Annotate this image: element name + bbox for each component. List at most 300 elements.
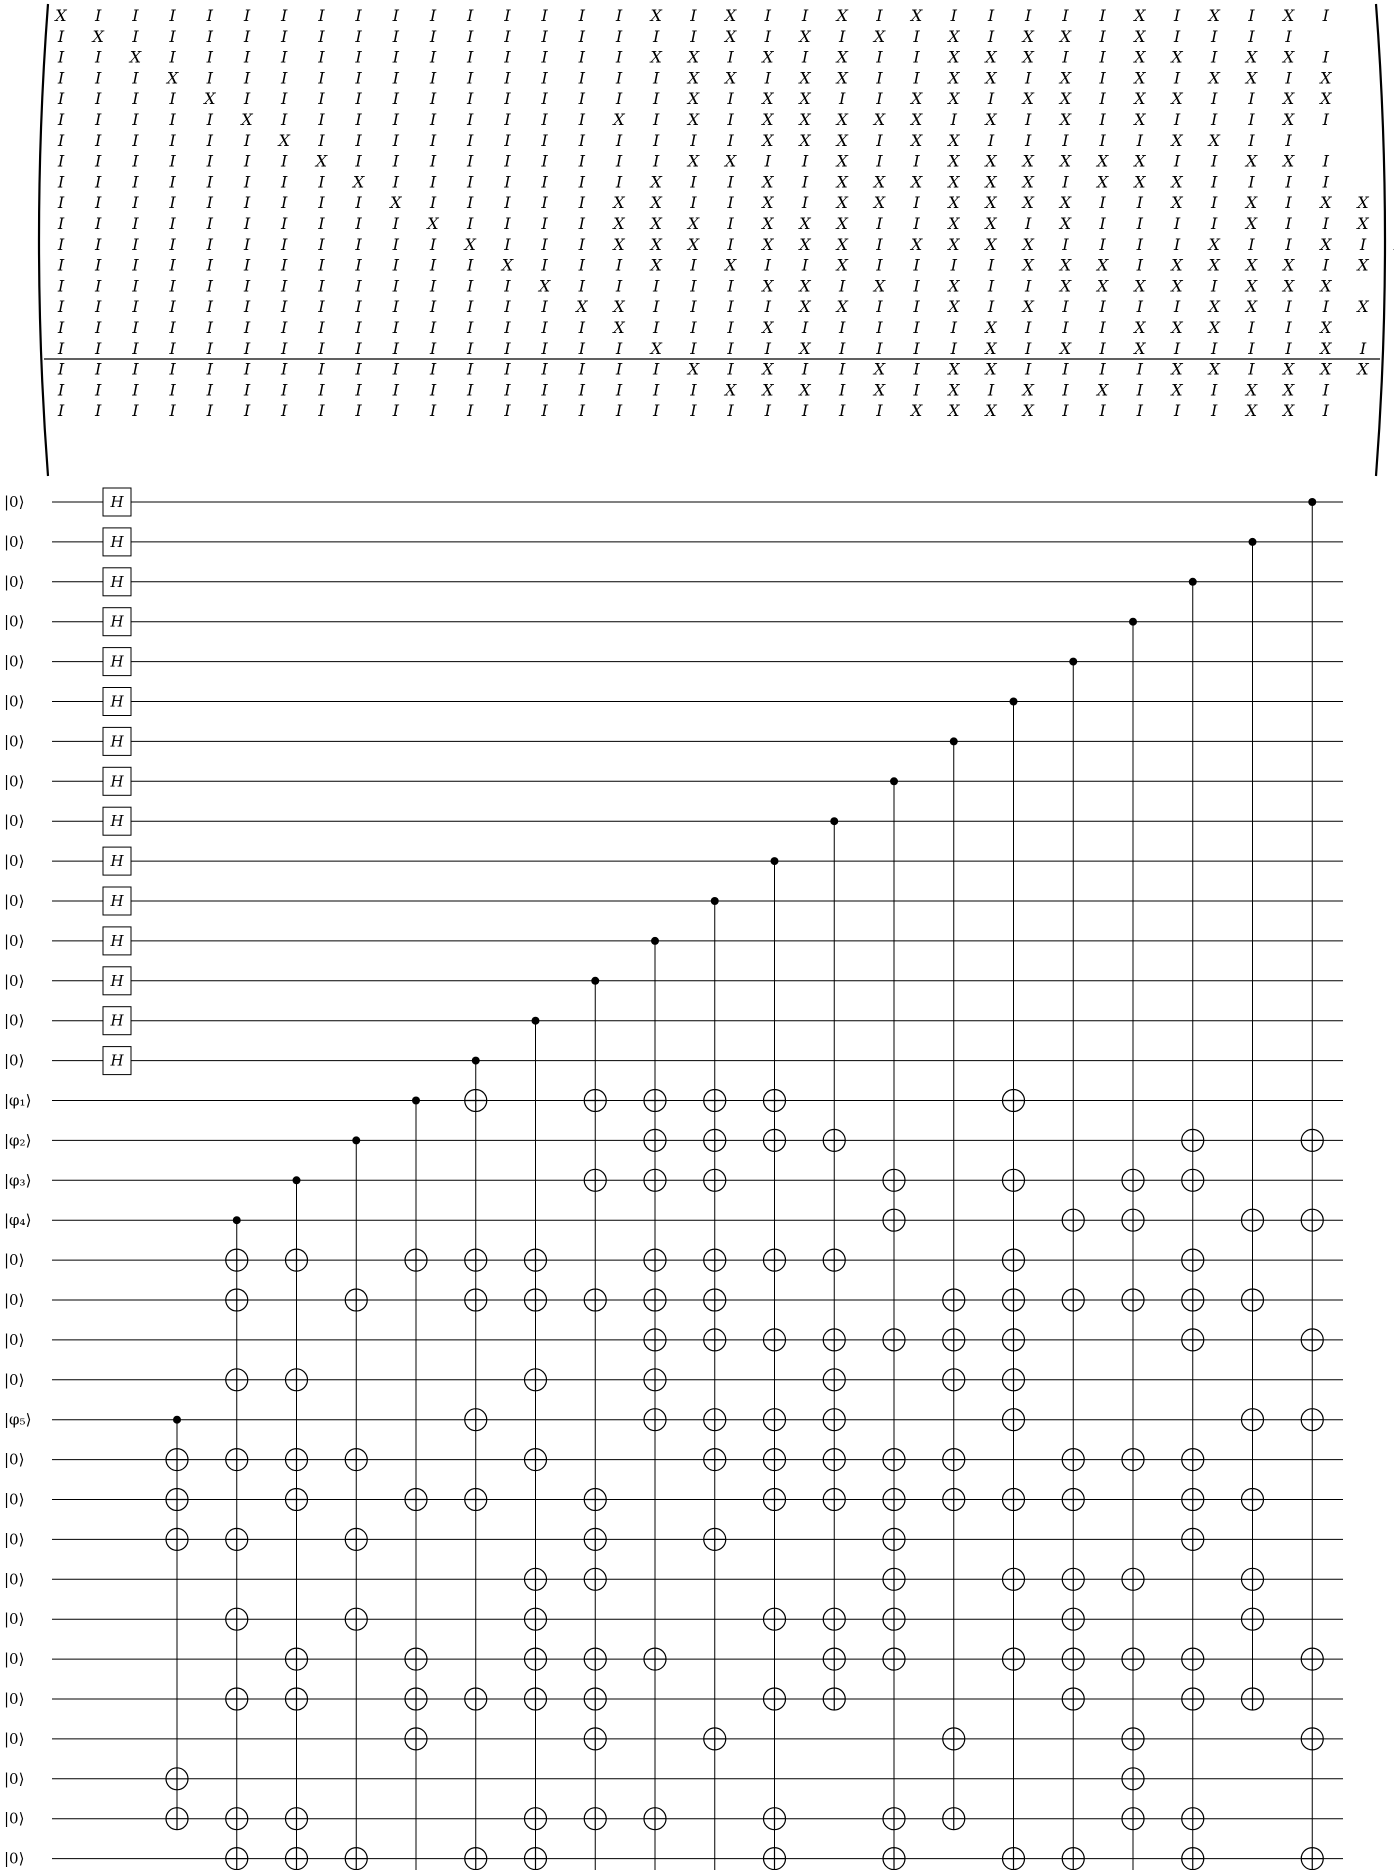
target-oplus bbox=[584, 1489, 606, 1511]
matrix-entry: I bbox=[1025, 318, 1032, 337]
qubit-label: |0⟩ bbox=[4, 772, 25, 791]
matrix-entry: I bbox=[615, 26, 623, 46]
matrix-entry: I bbox=[950, 110, 957, 129]
cnot-gate bbox=[525, 1017, 547, 1870]
matrix-entry: X bbox=[836, 172, 848, 192]
matrix-entry: I bbox=[1136, 193, 1143, 213]
matrix-entry: X bbox=[464, 234, 476, 254]
target-oplus bbox=[1122, 1768, 1144, 1790]
matrix-entry: X bbox=[1320, 89, 1332, 109]
matrix-entry: X bbox=[762, 47, 774, 67]
matrix-entry: I bbox=[653, 151, 660, 171]
matrix-entry: I bbox=[1322, 6, 1329, 25]
matrix-entry: I bbox=[467, 151, 474, 171]
matrix-entry: X bbox=[650, 338, 662, 358]
matrix-entry: I bbox=[243, 151, 251, 171]
target-oplus bbox=[1003, 1329, 1025, 1351]
qubit-label: |0⟩ bbox=[4, 532, 25, 551]
matrix-entry: I bbox=[243, 193, 251, 213]
matrix-entry: I bbox=[690, 297, 697, 317]
matrix-entry: X bbox=[762, 110, 774, 129]
target-oplus bbox=[465, 1688, 487, 1710]
matrix-entry: X bbox=[910, 89, 923, 109]
qubit-label: |0⟩ bbox=[4, 1370, 25, 1389]
matrix-entry: X bbox=[873, 193, 886, 213]
cnot-gate bbox=[704, 897, 726, 1870]
matrix-entry: I bbox=[467, 47, 474, 67]
matrix-entry: X bbox=[1245, 255, 1258, 275]
matrix-entry: I bbox=[206, 47, 213, 67]
matrix-entry: X bbox=[1245, 297, 1258, 317]
matrix-entry: X bbox=[1134, 276, 1146, 296]
matrix-entry: I bbox=[429, 380, 437, 400]
matrix-entry: I bbox=[132, 214, 139, 233]
target-oplus bbox=[1122, 1449, 1144, 1471]
qubit-label: |0⟩ bbox=[4, 1450, 25, 1469]
matrix-entry: I bbox=[392, 47, 399, 67]
matrix-entry: I bbox=[318, 297, 325, 317]
matrix-entry: X bbox=[576, 297, 588, 317]
matrix-entry: X bbox=[799, 89, 811, 109]
matrix-entry: I bbox=[1359, 338, 1367, 358]
matrix-entry: I bbox=[1136, 255, 1143, 275]
matrix-entry: X bbox=[1059, 255, 1072, 275]
control-dot bbox=[233, 1216, 241, 1224]
matrix-entry: I bbox=[1025, 214, 1032, 233]
matrix-entry: I bbox=[429, 401, 437, 421]
matrix-entry: X bbox=[1245, 276, 1258, 296]
matrix-entry: I bbox=[355, 6, 362, 25]
target-oplus bbox=[644, 1169, 666, 1191]
matrix-entry: I bbox=[1173, 401, 1181, 421]
target-oplus bbox=[286, 1848, 308, 1870]
matrix-entry: I bbox=[95, 89, 102, 109]
matrix-entry: I bbox=[1099, 297, 1106, 317]
matrix-entry: X bbox=[1096, 276, 1109, 296]
matrix-entry: I bbox=[541, 89, 548, 109]
matrix-entry: I bbox=[876, 401, 883, 421]
control-dot bbox=[591, 977, 599, 985]
target-oplus bbox=[764, 1489, 786, 1511]
matrix-entry: I bbox=[243, 318, 251, 337]
matrix-entry: I bbox=[132, 110, 139, 129]
matrix-entry: X bbox=[613, 214, 625, 233]
target-oplus bbox=[584, 1528, 606, 1550]
matrix-entry: I bbox=[1136, 401, 1143, 421]
target-oplus bbox=[1062, 1289, 1084, 1311]
matrix-entry: I bbox=[467, 172, 474, 192]
matrix-entry: I bbox=[392, 130, 399, 150]
matrix-entry: X bbox=[1134, 110, 1146, 129]
qubit-label: |φ₅⟩ bbox=[4, 1410, 32, 1429]
matrix-entry: I bbox=[132, 172, 139, 192]
target-oplus bbox=[704, 1090, 726, 1112]
control-dot bbox=[1189, 578, 1197, 586]
matrix-entry: I bbox=[467, 6, 474, 25]
matrix-entry: I bbox=[876, 234, 883, 254]
target-oplus bbox=[1122, 1728, 1144, 1750]
target-oplus bbox=[405, 1648, 427, 1670]
matrix-entry: X bbox=[724, 151, 737, 171]
matrix-entry: X bbox=[613, 297, 625, 317]
target-oplus bbox=[1062, 1568, 1084, 1590]
matrix-entry: I bbox=[132, 68, 139, 88]
matrix-entry: X bbox=[985, 214, 997, 233]
matrix-entry: I bbox=[578, 26, 585, 46]
matrix-entry: I bbox=[1136, 359, 1143, 379]
target-oplus bbox=[943, 1449, 965, 1471]
matrix-entry: I bbox=[57, 172, 65, 192]
matrix-entry: I bbox=[1322, 214, 1329, 233]
matrix-entry: I bbox=[578, 68, 585, 88]
matrix-entry: I bbox=[467, 26, 474, 46]
matrix-entry: I bbox=[281, 255, 288, 275]
matrix-entry: I bbox=[392, 89, 399, 109]
target-oplus bbox=[1122, 1648, 1144, 1670]
matrix-entry: I bbox=[504, 214, 511, 233]
matrix-entry: I bbox=[1099, 214, 1106, 233]
matrix-entry: I bbox=[727, 172, 734, 192]
hadamard-label: H bbox=[110, 572, 124, 591]
matrix-entry: I bbox=[578, 401, 585, 421]
hadamard-gate bbox=[103, 887, 131, 915]
matrix-entry: I bbox=[355, 401, 362, 421]
matrix-entry: X bbox=[762, 276, 774, 296]
target-oplus bbox=[883, 1608, 905, 1630]
matrix-entry: I bbox=[578, 255, 585, 275]
matrix-entry: I bbox=[57, 68, 65, 88]
target-oplus bbox=[525, 1449, 547, 1471]
target-oplus bbox=[1122, 1289, 1144, 1311]
matrix-entry: X bbox=[1208, 297, 1220, 317]
matrix-entry: I bbox=[727, 193, 734, 213]
matrix-entry: X bbox=[1245, 380, 1258, 400]
target-oplus bbox=[704, 1449, 726, 1471]
matrix-entry: I bbox=[132, 338, 139, 358]
matrix-entry: X bbox=[613, 318, 625, 337]
hadamard-label: H bbox=[110, 892, 124, 910]
matrix-entry: I bbox=[578, 172, 585, 192]
matrix-entry: X bbox=[1245, 151, 1258, 171]
qubit-label: |0⟩ bbox=[4, 1011, 25, 1030]
target-oplus bbox=[883, 1848, 905, 1870]
matrix-entry: I bbox=[653, 359, 660, 379]
matrix-entry: X bbox=[985, 151, 997, 171]
matrix-entry: I bbox=[355, 193, 362, 213]
target-oplus bbox=[1122, 1169, 1144, 1191]
matrix-entry: I bbox=[727, 234, 734, 254]
matrix-entry: I bbox=[392, 26, 399, 46]
matrix-entry: I bbox=[132, 276, 139, 296]
matrix-entry: I bbox=[206, 110, 213, 129]
qubit-label: |0⟩ bbox=[4, 612, 25, 631]
matrix-entry: I bbox=[206, 255, 213, 275]
matrix-entry: X bbox=[1171, 276, 1183, 296]
matrix-entry: I bbox=[653, 89, 660, 109]
hadamard-gate bbox=[103, 807, 131, 835]
matrix-entry: I bbox=[913, 297, 920, 317]
matrix-entry: I bbox=[169, 401, 176, 421]
matrix-entry: X bbox=[1208, 234, 1220, 254]
matrix-entry: I bbox=[1099, 26, 1106, 46]
matrix-entry: I bbox=[318, 380, 325, 400]
matrix-entry: I bbox=[839, 26, 846, 46]
matrix-entry: X bbox=[1320, 359, 1332, 379]
matrix-entry: I bbox=[243, 68, 251, 88]
matrix-entry: I bbox=[429, 338, 437, 358]
matrix-entry: X bbox=[1282, 6, 1295, 25]
matrix-entry: I bbox=[1211, 110, 1218, 129]
cnot-gate bbox=[584, 977, 606, 1870]
matrix-entry: I bbox=[1136, 214, 1143, 233]
cnot-gate bbox=[1301, 498, 1323, 1870]
matrix-entry: X bbox=[873, 380, 886, 400]
target-oplus bbox=[823, 1648, 845, 1670]
matrix-entry: I bbox=[95, 110, 102, 129]
target-oplus bbox=[823, 1449, 845, 1471]
matrix-entry: X bbox=[948, 401, 960, 421]
matrix-entry: I bbox=[615, 338, 623, 358]
cnot-gate bbox=[226, 1216, 248, 1869]
matrix-entry: I bbox=[987, 255, 995, 275]
matrix-entry: I bbox=[1211, 380, 1218, 400]
matrix-entry: X bbox=[538, 276, 551, 296]
matrix-entry: X bbox=[873, 172, 886, 192]
matrix-entry: I bbox=[1285, 297, 1292, 317]
matrix-entry: I bbox=[541, 130, 548, 150]
qubit-label: |0⟩ bbox=[4, 1051, 25, 1070]
matrix-entry: I bbox=[206, 68, 213, 88]
matrix-entry: I bbox=[615, 359, 623, 379]
matrix-entry: I bbox=[132, 380, 139, 400]
matrix-entry: X bbox=[687, 110, 700, 129]
matrix-entry: I bbox=[318, 6, 325, 25]
matrix-entry: I bbox=[1099, 89, 1106, 109]
hadamard-gate bbox=[103, 488, 131, 516]
matrix-entry: I bbox=[95, 380, 102, 400]
control-dot bbox=[1249, 538, 1257, 546]
target-oplus bbox=[1182, 1169, 1204, 1191]
target-oplus bbox=[1301, 1329, 1323, 1351]
matrix-entry: I bbox=[727, 276, 734, 296]
matrix-entry: I bbox=[727, 47, 734, 67]
target-oplus bbox=[883, 1568, 905, 1590]
matrix-entry: I bbox=[467, 89, 474, 109]
matrix-entry: I bbox=[355, 151, 362, 171]
matrix-entry: X bbox=[1245, 193, 1258, 213]
matrix-entry: I bbox=[392, 234, 399, 254]
matrix-entry: X bbox=[1171, 380, 1183, 400]
matrix-entry: I bbox=[839, 359, 846, 379]
cnot-gate bbox=[1003, 698, 1025, 1870]
matrix-entry: I bbox=[206, 318, 213, 337]
target-oplus bbox=[704, 1409, 726, 1431]
hadamard-gate bbox=[103, 847, 131, 875]
matrix-entry: X bbox=[687, 151, 700, 171]
target-oplus bbox=[1301, 1728, 1323, 1750]
target-oplus bbox=[1242, 1489, 1264, 1511]
hadamard-label: H bbox=[110, 812, 124, 831]
matrix-entry: X bbox=[985, 318, 997, 337]
matrix-entry: I bbox=[243, 276, 251, 296]
hadamard-label: H bbox=[110, 772, 124, 791]
matrix-entry: I bbox=[169, 214, 176, 233]
qubit-label: |0⟩ bbox=[4, 1809, 25, 1828]
matrix-entry: I bbox=[504, 193, 511, 213]
matrix-entry: I bbox=[467, 401, 474, 421]
matrix-entry: I bbox=[690, 276, 697, 296]
cnot-gate bbox=[823, 817, 845, 1710]
matrix-entry: I bbox=[839, 318, 846, 337]
matrix-entry: I bbox=[1173, 214, 1181, 233]
matrix-entry: I bbox=[1248, 89, 1255, 109]
target-oplus bbox=[1182, 1808, 1204, 1830]
matrix-entry: I bbox=[615, 68, 623, 88]
matrix-entry: X bbox=[1059, 276, 1072, 296]
matrix-entry: I bbox=[987, 276, 995, 296]
matrix-entry: I bbox=[504, 89, 511, 109]
matrix-entry: I bbox=[1062, 47, 1069, 67]
matrix-entry: I bbox=[57, 130, 65, 150]
hadamard-gate bbox=[103, 1047, 131, 1075]
hadamard-label: H bbox=[110, 532, 124, 551]
matrix-entry: I bbox=[392, 214, 399, 233]
target-oplus bbox=[345, 1528, 367, 1550]
matrix-entry: X bbox=[1134, 68, 1146, 88]
target-oplus bbox=[1122, 1209, 1144, 1231]
matrix-entry: I bbox=[429, 276, 437, 296]
target-oplus bbox=[584, 1568, 606, 1590]
matrix-entry: I bbox=[615, 89, 623, 109]
matrix-entry: I bbox=[1062, 130, 1069, 150]
target-oplus bbox=[1301, 1209, 1323, 1231]
matrix-entry: X bbox=[985, 68, 997, 88]
cnot-gate bbox=[1122, 618, 1144, 1870]
matrix-entry: I bbox=[913, 151, 920, 171]
matrix-entry: X bbox=[910, 401, 923, 421]
matrix-entry: I bbox=[467, 255, 474, 275]
matrix-entry: I bbox=[1062, 234, 1069, 254]
matrix-entry: I bbox=[206, 151, 213, 171]
matrix-entry: I bbox=[169, 110, 176, 129]
target-oplus bbox=[883, 1449, 905, 1471]
target-oplus bbox=[1062, 1608, 1084, 1630]
matrix-entry: I bbox=[504, 130, 511, 150]
matrix-entry: X bbox=[724, 6, 737, 25]
matrix-entry: X bbox=[985, 234, 997, 254]
matrix-entry: I bbox=[541, 297, 548, 317]
cnot-gate bbox=[465, 1057, 487, 1870]
matrix-entry: I bbox=[206, 234, 213, 254]
matrix-entry: X bbox=[948, 151, 960, 171]
target-oplus bbox=[943, 1329, 965, 1351]
target-oplus bbox=[883, 1528, 905, 1550]
matrix-entry: I bbox=[1173, 297, 1181, 317]
hadamard-label: H bbox=[110, 931, 124, 950]
target-oplus bbox=[525, 1808, 547, 1830]
matrix-entry: I bbox=[318, 47, 325, 67]
matrix-entry: I bbox=[243, 130, 251, 150]
matrix-entry: I bbox=[504, 338, 511, 358]
matrix-entry: I bbox=[429, 318, 437, 337]
matrix-entry: X bbox=[1022, 26, 1034, 46]
target-oplus bbox=[943, 1728, 965, 1750]
matrix-entry: X bbox=[1320, 68, 1332, 88]
target-oplus bbox=[823, 1608, 845, 1630]
matrix-entry: X bbox=[799, 68, 811, 88]
matrix-entry: I bbox=[281, 172, 288, 192]
matrix-entry: I bbox=[95, 234, 102, 254]
matrix-entry: I bbox=[281, 6, 288, 25]
matrix-entry: X bbox=[948, 172, 960, 192]
matrix-entry: I bbox=[95, 172, 102, 192]
matrix-entry: I bbox=[764, 255, 771, 275]
qubit-label: |0⟩ bbox=[4, 892, 25, 910]
matrix-entry: I bbox=[801, 151, 809, 171]
matrix-entry: I bbox=[1099, 234, 1106, 254]
matrix-entry: X bbox=[390, 193, 402, 213]
matrix-entry: I bbox=[243, 6, 251, 25]
matrix-entry: X bbox=[1320, 193, 1332, 213]
target-oplus bbox=[1301, 1409, 1323, 1431]
target-oplus bbox=[1122, 1808, 1144, 1830]
target-oplus bbox=[704, 1528, 726, 1550]
matrix-entry: I bbox=[467, 359, 474, 379]
matrix-entry: I bbox=[57, 401, 65, 421]
matrix-entry: X bbox=[910, 6, 923, 25]
target-oplus bbox=[465, 1848, 487, 1870]
matrix-entry: I bbox=[913, 214, 920, 233]
target-oplus bbox=[764, 1608, 786, 1630]
matrix-entry: I bbox=[206, 359, 213, 379]
cnot-gate bbox=[345, 1136, 367, 1869]
matrix-entry: X bbox=[1282, 110, 1295, 129]
matrix-entry: I bbox=[1025, 68, 1032, 88]
matrix-entry: X bbox=[836, 214, 848, 233]
matrix-entry: I bbox=[839, 276, 846, 296]
matrix-entry: X bbox=[315, 151, 328, 171]
target-oplus bbox=[286, 1648, 308, 1670]
matrix-entry: I bbox=[169, 193, 176, 213]
matrix-entry: X bbox=[1282, 47, 1295, 67]
matrix-entry: X bbox=[687, 214, 700, 233]
matrix-entry: X bbox=[948, 89, 960, 109]
matrix-entry: I bbox=[615, 130, 623, 150]
matrix-entry: I bbox=[541, 255, 548, 275]
matrix-entry: I bbox=[876, 338, 883, 358]
matrix-entry: I bbox=[132, 255, 139, 275]
qubit-label: |0⟩ bbox=[4, 971, 25, 990]
matrix-entry: I bbox=[541, 234, 548, 254]
matrix-entry: I bbox=[281, 401, 288, 421]
matrix-entry: X bbox=[1096, 151, 1109, 171]
matrix-entry: I bbox=[615, 255, 623, 275]
matrix-entry: I bbox=[169, 359, 176, 379]
target-oplus bbox=[1003, 1289, 1025, 1311]
matrix-entry: I bbox=[1136, 234, 1143, 254]
matrix-entry: I bbox=[578, 380, 585, 400]
matrix-entry: X bbox=[1096, 380, 1109, 400]
matrix-entry: I bbox=[318, 68, 325, 88]
matrix-entry: I bbox=[318, 401, 325, 421]
matrix-entry: X bbox=[948, 380, 960, 400]
qubit-label: |0⟩ bbox=[4, 493, 25, 511]
matrix-entry: X bbox=[1208, 130, 1220, 150]
qubit-label: |0⟩ bbox=[4, 1690, 25, 1708]
matrix-entry: I bbox=[1173, 234, 1181, 254]
matrix-entry: X bbox=[687, 89, 700, 109]
matrix-entry: I bbox=[57, 151, 65, 171]
